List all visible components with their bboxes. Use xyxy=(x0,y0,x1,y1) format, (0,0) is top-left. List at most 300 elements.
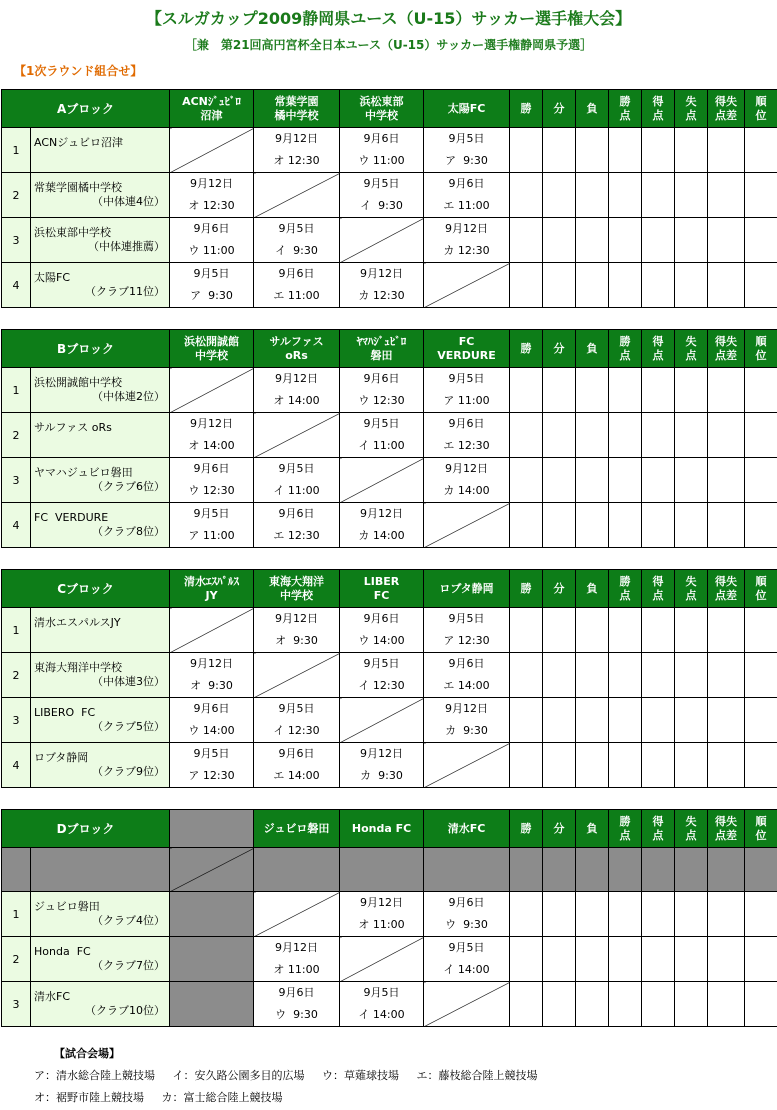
stat-cell xyxy=(510,743,543,788)
stat-cell xyxy=(642,937,675,982)
stat-cell xyxy=(510,892,543,937)
venue-item: ウ：草薙球技場 xyxy=(322,1069,399,1082)
self-match-cell xyxy=(170,608,254,653)
grey-cell xyxy=(2,848,31,892)
stat-cell xyxy=(576,982,609,1027)
stat-cell xyxy=(543,503,576,548)
team-name-cell xyxy=(31,653,170,698)
venue-row-1 xyxy=(34,1065,552,1087)
stat-column-header xyxy=(675,570,708,608)
grey-cell xyxy=(170,892,254,937)
team-qualification: （クラブ9位） xyxy=(92,765,166,778)
stat-column-header xyxy=(609,90,642,128)
block-header-row xyxy=(2,330,777,368)
match-date: 9月5日 xyxy=(193,747,230,760)
match-venue-time: カ 14:00 xyxy=(443,484,490,497)
opponent-column-label: ﾔﾏﾊｼﾞｭﾋﾞﾛ 磐田 xyxy=(356,334,407,362)
stat-cell xyxy=(745,653,777,698)
team-row xyxy=(2,173,777,218)
match-venue-time: イ 12:30 xyxy=(273,724,320,737)
team-name: 太陽FC xyxy=(34,271,71,284)
stat-cell xyxy=(675,698,708,743)
opponent-column-label: ACNｼﾞｭﾋﾞﾛ 沼津 xyxy=(182,94,241,122)
match-date: 9月5日 xyxy=(278,462,315,475)
self-match-cell xyxy=(424,982,510,1027)
stat-cell xyxy=(543,653,576,698)
match-venue-time: ウ 11:00 xyxy=(188,244,235,257)
stat-column-header xyxy=(675,90,708,128)
match-cell xyxy=(340,982,424,1027)
grey-cell xyxy=(31,848,170,892)
opponent-column-label: LIBER FC xyxy=(363,574,400,602)
stat-column-header xyxy=(510,90,543,128)
match-venue-time: イ 11:00 xyxy=(358,439,405,452)
team-row xyxy=(2,698,777,743)
stat-column-header xyxy=(576,570,609,608)
stat-column-label: 得失 点差 xyxy=(715,814,738,842)
stat-column-label: 分 xyxy=(553,101,565,115)
stat-cell xyxy=(675,743,708,788)
opponent-column-label: 東海大翔洋 中学校 xyxy=(269,574,325,602)
stat-cell xyxy=(642,263,675,308)
stat-cell xyxy=(543,608,576,653)
team-name-cell xyxy=(31,458,170,503)
match-venue-time: ア 12:30 xyxy=(188,769,235,782)
stat-cell xyxy=(543,368,576,413)
stat-cell xyxy=(609,368,642,413)
stat-cell xyxy=(609,458,642,503)
match-cell xyxy=(340,503,424,548)
stat-cell xyxy=(543,413,576,458)
team-number: 2 xyxy=(2,173,31,218)
match-date: 9月5日 xyxy=(448,612,485,625)
team-number: 1 xyxy=(2,892,31,937)
match-date: 9月12日 xyxy=(360,507,404,520)
match-cell xyxy=(254,263,340,308)
stat-cell xyxy=(510,937,543,982)
stat-cell xyxy=(745,743,777,788)
stat-cell xyxy=(543,173,576,218)
stat-column-label: 失 点 xyxy=(685,334,697,362)
match-cell xyxy=(170,413,254,458)
match-date: 9月12日 xyxy=(275,132,318,145)
stat-cell xyxy=(745,368,777,413)
stat-column-label: 負 xyxy=(586,821,598,835)
page-title: 【スルガカップ2009静岡県ユース（U-15）サッカー選手権大会】 xyxy=(145,9,632,28)
match-venue-time: イ 12:30 xyxy=(358,679,405,692)
stat-cell xyxy=(745,982,777,1027)
page-subtitle: ［兼 第21回高円宮杯全日本ユース（U-15）サッカー選手権静岡県予選］ xyxy=(184,38,593,52)
team-qualification: （中体連推薦） xyxy=(88,240,165,253)
stat-cell xyxy=(543,743,576,788)
stat-cell xyxy=(708,698,745,743)
opponent-column-label: 清水FC xyxy=(447,821,486,835)
match-date: 9月12日 xyxy=(275,612,319,625)
stat-cell xyxy=(708,458,745,503)
opponent-column-label: サルファス oRs xyxy=(269,334,324,362)
team-name-cell xyxy=(31,218,170,263)
stat-cell xyxy=(576,368,609,413)
stat-cell xyxy=(576,937,609,982)
stat-cell xyxy=(576,173,609,218)
team-name-cell xyxy=(31,503,170,548)
match-venue-time: ウ 9:30 xyxy=(445,918,488,931)
team-name: 浜松開誠館中学校 xyxy=(34,376,122,389)
grey-cell xyxy=(340,848,424,892)
match-venue-time: カ 9:30 xyxy=(445,724,488,737)
block-name: Bブロック xyxy=(2,330,170,368)
match-cell xyxy=(424,128,510,173)
stat-column-label: 順 位 xyxy=(755,334,767,362)
match-cell xyxy=(170,263,254,308)
team-number: 2 xyxy=(2,653,31,698)
stat-cell xyxy=(576,413,609,458)
stat-column-label: 勝 xyxy=(520,101,532,115)
match-date: 9月5日 xyxy=(193,507,230,520)
match-venue-time: ア 11:00 xyxy=(188,529,235,542)
opponent-column-label: 常葉学園 橘中学校 xyxy=(274,94,319,122)
match-venue-time: エ 12:30 xyxy=(273,529,320,542)
opponent-column-label: 清水ｴｽﾊﾟﾙｽ JY xyxy=(184,574,240,602)
grey-cell xyxy=(675,848,708,892)
match-date: 9月6日 xyxy=(278,507,315,520)
stat-column-header xyxy=(708,330,745,368)
stat-column-header xyxy=(609,570,642,608)
stat-cell xyxy=(576,263,609,308)
match-date: 9月5日 xyxy=(278,702,315,715)
self-match-cell xyxy=(340,937,424,982)
match-cell xyxy=(254,503,340,548)
stat-column-label: 分 xyxy=(553,821,565,835)
stat-cell xyxy=(609,937,642,982)
team-number: 3 xyxy=(2,698,31,743)
stat-cell xyxy=(609,503,642,548)
stat-cell xyxy=(675,368,708,413)
stat-column-label: 分 xyxy=(553,341,565,355)
team-name-cell xyxy=(31,892,170,937)
team-name-cell xyxy=(31,608,170,653)
self-match-cell xyxy=(254,413,340,458)
match-venue-time: ウ 14:00 xyxy=(358,634,405,647)
match-date: 9月12日 xyxy=(360,896,404,909)
opponent-column-label: ロブタ静岡 xyxy=(439,581,494,595)
stat-cell xyxy=(510,218,543,263)
team-number: 2 xyxy=(2,937,31,982)
stat-cell xyxy=(745,503,777,548)
stat-cell xyxy=(576,892,609,937)
match-cell xyxy=(424,698,510,743)
stat-cell xyxy=(576,503,609,548)
stat-cell xyxy=(708,937,745,982)
team-name-cell xyxy=(31,743,170,788)
venue-item: ア：清水総合陸上競技場 xyxy=(34,1069,155,1082)
team-row xyxy=(2,458,777,503)
match-cell xyxy=(424,173,510,218)
match-date: 9月5日 xyxy=(363,657,400,670)
stat-cell xyxy=(745,413,777,458)
stat-column-label: 失 点 xyxy=(685,814,697,842)
match-venue-time: イ 14:00 xyxy=(443,963,490,976)
opponent-column-header xyxy=(424,570,510,608)
stat-column-label: 勝 点 xyxy=(619,94,631,122)
stat-cell xyxy=(675,128,708,173)
team-row xyxy=(2,653,777,698)
stat-cell xyxy=(675,608,708,653)
venue-item: カ：富士総合陸上競技場 xyxy=(161,1091,283,1104)
opponent-column-header xyxy=(254,810,340,848)
block-table xyxy=(1,809,777,1027)
stat-column-header xyxy=(642,330,675,368)
stat-cell xyxy=(642,413,675,458)
stat-cell xyxy=(510,503,543,548)
opponent-column-header xyxy=(340,90,424,128)
match-date: 9月12日 xyxy=(360,747,404,760)
stat-cell xyxy=(510,128,543,173)
match-cell xyxy=(254,608,340,653)
match-date: 9月6日 xyxy=(448,177,485,190)
stat-column-label: 勝 xyxy=(520,821,532,835)
team-number: 1 xyxy=(2,368,31,413)
grey-cell xyxy=(170,848,254,892)
match-date: 9月6日 xyxy=(448,417,485,430)
stat-cell xyxy=(642,892,675,937)
stat-cell xyxy=(609,698,642,743)
team-number: 4 xyxy=(2,503,31,548)
stat-cell xyxy=(543,892,576,937)
grey-cell xyxy=(543,848,576,892)
team-name-cell xyxy=(31,698,170,743)
self-match-cell xyxy=(340,218,424,263)
team-name: 清水エスパルスJY xyxy=(34,616,121,629)
block-name: Aブロック xyxy=(2,90,170,128)
match-cell xyxy=(340,743,424,788)
stat-cell xyxy=(642,128,675,173)
match-cell xyxy=(424,937,510,982)
team-name: LIBERO FC xyxy=(34,706,96,719)
stat-cell xyxy=(642,608,675,653)
team-name-cell xyxy=(31,173,170,218)
team-name-cell xyxy=(31,413,170,458)
stat-cell xyxy=(708,218,745,263)
stat-cell xyxy=(543,698,576,743)
match-cell xyxy=(424,218,510,263)
team-row xyxy=(2,368,777,413)
match-cell xyxy=(340,892,424,937)
stat-cell xyxy=(745,937,777,982)
grey-cell xyxy=(745,848,777,892)
match-venue-time: オ 9:30 xyxy=(190,679,233,692)
opponent-column-header xyxy=(170,570,254,608)
stat-column-label: 順 位 xyxy=(755,574,767,602)
match-date: 9月5日 xyxy=(448,941,485,954)
self-match-cell xyxy=(254,173,340,218)
stat-column-header xyxy=(543,810,576,848)
stat-cell xyxy=(510,608,543,653)
grey-cell xyxy=(170,937,254,982)
match-venue-time: カ 9:30 xyxy=(360,769,403,782)
stat-cell xyxy=(708,263,745,308)
opponent-column-label: 浜松開誠館 中学校 xyxy=(184,334,240,362)
stat-column-header xyxy=(510,330,543,368)
team-qualification: （中体連3位） xyxy=(92,675,166,688)
stat-cell xyxy=(609,743,642,788)
stat-cell xyxy=(708,368,745,413)
stat-cell xyxy=(510,173,543,218)
match-venue-time: オ 9:30 xyxy=(275,634,318,647)
match-date: 9月12日 xyxy=(190,657,234,670)
stat-cell xyxy=(675,218,708,263)
team-row xyxy=(2,128,777,173)
team-row xyxy=(2,743,777,788)
team-row xyxy=(2,982,777,1027)
team-qualification xyxy=(31,630,169,644)
stat-cell xyxy=(609,128,642,173)
block-name: Cブロック xyxy=(2,570,170,608)
team-row xyxy=(2,608,777,653)
self-match-cell xyxy=(170,368,254,413)
stat-cell xyxy=(510,653,543,698)
match-cell xyxy=(340,128,424,173)
stat-column-header xyxy=(675,330,708,368)
match-venue-time: カ 12:30 xyxy=(443,244,490,257)
match-cell xyxy=(340,653,424,698)
stat-cell xyxy=(609,413,642,458)
match-date: 9月12日 xyxy=(360,267,403,280)
stat-column-label: 得 点 xyxy=(652,574,664,602)
stat-cell xyxy=(675,263,708,308)
team-row xyxy=(2,892,777,937)
team-name: ジュビロ磐田 xyxy=(34,900,100,913)
match-date: 9月6日 xyxy=(363,612,400,625)
opponent-column-header xyxy=(170,810,254,848)
match-venue-time: エ 14:00 xyxy=(443,679,490,692)
stat-column-header xyxy=(609,810,642,848)
stat-cell xyxy=(510,368,543,413)
match-cell xyxy=(254,982,340,1027)
stat-column-label: 勝 点 xyxy=(619,814,631,842)
team-qualification: （中体連2位） xyxy=(92,390,166,403)
match-date: 9月5日 xyxy=(363,986,400,999)
team-name: 清水FC xyxy=(34,990,71,1003)
stat-column-label: 勝 xyxy=(520,581,532,595)
team-qualification xyxy=(31,150,169,164)
stat-column-label: 勝 点 xyxy=(619,334,631,362)
stat-cell xyxy=(510,698,543,743)
team-row xyxy=(2,937,777,982)
team-qualification: （クラブ6位） xyxy=(92,480,166,493)
block-header-row xyxy=(2,810,777,848)
match-date: 9月6日 xyxy=(278,747,315,760)
grey-cell xyxy=(254,848,340,892)
stat-column-header xyxy=(609,330,642,368)
stat-column-header xyxy=(745,330,777,368)
match-venue-time: ア 11:00 xyxy=(443,394,490,407)
opponent-column-label: Honda FC xyxy=(351,821,412,835)
stat-cell xyxy=(675,982,708,1027)
match-date: 9月5日 xyxy=(363,417,400,430)
stat-cell xyxy=(675,413,708,458)
stat-column-label: 負 xyxy=(586,581,598,595)
match-date: 9月12日 xyxy=(445,702,489,715)
grey-cell xyxy=(170,982,254,1027)
stat-cell xyxy=(576,218,609,263)
match-cell xyxy=(424,368,510,413)
team-number: 2 xyxy=(2,413,31,458)
opponent-column-label: FC VERDURE xyxy=(437,334,496,362)
team-name-cell xyxy=(31,937,170,982)
round-label: 【1次ラウンド組合せ】 xyxy=(14,64,143,78)
stat-column-header xyxy=(510,570,543,608)
self-match-cell xyxy=(340,458,424,503)
stat-column-label: 得 点 xyxy=(652,94,664,122)
team-name: 常葉学園橘中学校 xyxy=(34,181,122,194)
stat-cell xyxy=(576,743,609,788)
stat-cell xyxy=(609,263,642,308)
stat-cell xyxy=(576,608,609,653)
stat-cell xyxy=(642,218,675,263)
stat-cell xyxy=(543,982,576,1027)
opponent-column-header xyxy=(340,810,424,848)
match-date: 9月6日 xyxy=(363,132,400,145)
stat-cell xyxy=(609,653,642,698)
match-cell xyxy=(340,608,424,653)
stat-cell xyxy=(745,263,777,308)
self-match-cell xyxy=(340,698,424,743)
team-qualification: （クラブ8位） xyxy=(92,525,166,538)
team-name: ACNジュビロ沼津 xyxy=(34,136,124,149)
stat-cell xyxy=(708,413,745,458)
match-date: 9月5日 xyxy=(448,372,485,385)
opponent-column-header xyxy=(424,90,510,128)
match-venue-time: ウ 9:30 xyxy=(275,1008,318,1021)
self-match-cell xyxy=(170,128,254,173)
stat-cell xyxy=(745,173,777,218)
stat-column-label: 勝 点 xyxy=(619,574,631,602)
stat-column-label: 勝 xyxy=(520,341,532,355)
opponent-column-label: 浜松東部 中学校 xyxy=(359,94,404,122)
stat-cell xyxy=(642,173,675,218)
match-date: 9月12日 xyxy=(275,372,319,385)
stat-column-header xyxy=(543,90,576,128)
match-cell xyxy=(340,263,424,308)
match-date: 9月12日 xyxy=(190,417,234,430)
stat-cell xyxy=(609,608,642,653)
stat-column-header xyxy=(576,810,609,848)
stat-cell xyxy=(708,743,745,788)
stat-column-label: 得失 点差 xyxy=(715,94,737,122)
match-cell xyxy=(424,458,510,503)
block-table xyxy=(1,569,777,788)
match-venue-time: イ 14:00 xyxy=(358,1008,405,1021)
match-venue-time: オ 12:30 xyxy=(188,199,235,212)
stat-cell xyxy=(675,458,708,503)
opponent-column-header xyxy=(340,570,424,608)
match-cell xyxy=(170,743,254,788)
match-venue-time: ウ 14:00 xyxy=(188,724,235,737)
match-date: 9月6日 xyxy=(193,222,230,235)
match-date: 9月5日 xyxy=(193,267,230,280)
match-cell xyxy=(424,653,510,698)
venue-heading: 【試合会場】 xyxy=(54,1047,120,1060)
opponent-column-label: ジュビロ磐田 xyxy=(263,821,330,835)
match-date: 9月5日 xyxy=(363,177,400,190)
stat-cell xyxy=(642,982,675,1027)
team-name: 東海大翔洋中学校 xyxy=(34,661,122,674)
stat-cell xyxy=(543,263,576,308)
team-number: 3 xyxy=(2,982,31,1027)
stat-column-label: 失 点 xyxy=(685,574,697,602)
match-date: 9月5日 xyxy=(278,222,315,235)
